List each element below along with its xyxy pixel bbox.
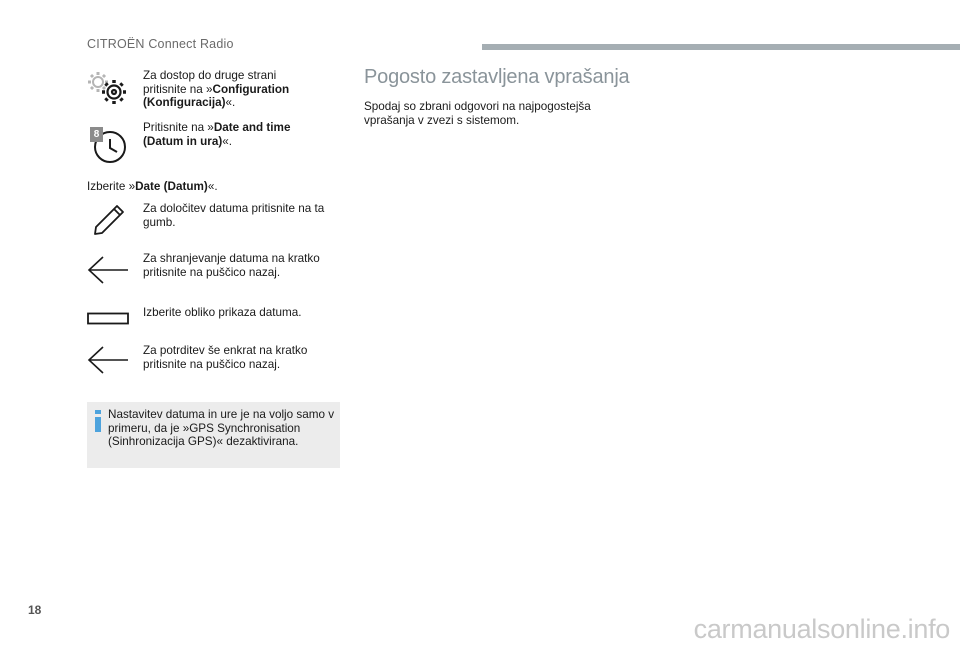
- document-header-title: CITROËN Connect Radio: [87, 37, 234, 51]
- step-select-date: Izberite »Date (Datum)«.: [87, 180, 218, 193]
- format-field-icon: [87, 312, 129, 326]
- item-set-date: Za določitev datuma pritisnite na ta gumb.: [143, 202, 325, 229]
- back-arrow-icon: [87, 345, 129, 375]
- section-heading: Pogosto zastavljena vprašanja: [364, 66, 630, 88]
- info-note-text: Nastavitev datuma in ure je na voljo samo v primeru, da je »GPS Synchronisation (Sinhronizacija GPS)« dezaktivirana.: [108, 408, 335, 449]
- item-confirm-date: Za potrditev še enkrat na kratko pritisnite na puščico nazaj.: [143, 344, 308, 371]
- step-open-configuration: Za dostop do druge strani pritisnite na »Configuration (Konfiguracija)«.: [143, 69, 290, 110]
- section-intro: Spodaj so zbrani odgovori na najpogostejša vprašanja v zvezi s sistemom.: [364, 100, 591, 127]
- clock-badge: 8: [90, 127, 103, 142]
- item-save-date: Za shranjevanje datuma na kratko pritisnite na puščico nazaj.: [143, 252, 320, 279]
- info-note: [87, 402, 340, 468]
- settings-gears-icon: [86, 69, 130, 107]
- header-rule: [482, 44, 960, 50]
- step-date-and-time: Pritisnite na »Date and time (Datum in ura)«.: [143, 121, 291, 148]
- clock-icon: [88, 125, 128, 165]
- watermark: carmanualsonline.info: [693, 614, 950, 644]
- page-number: 18: [28, 603, 42, 617]
- item-date-format: Izberite obliko prikaza datuma.: [143, 306, 302, 319]
- pencil-icon: [92, 203, 126, 237]
- back-arrow-icon: [87, 255, 129, 285]
- info-icon: [94, 410, 102, 432]
